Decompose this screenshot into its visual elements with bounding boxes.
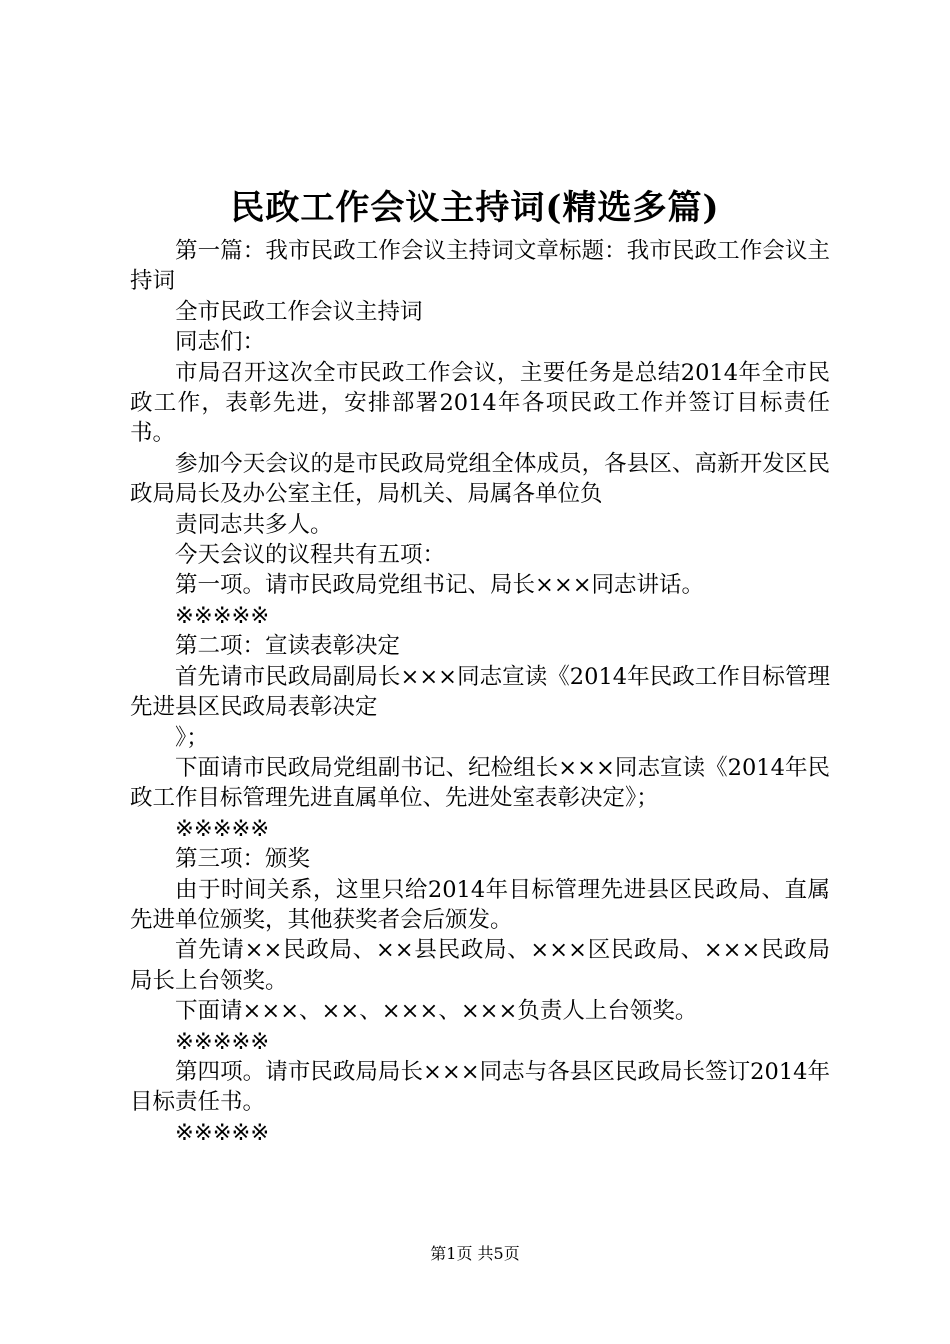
paragraph: 参加今天会议的是市民政局党组全体成员，各县区、高新开发区民政局局长及办公室主任，局机关、局属各单位负 xyxy=(130,450,830,508)
paragraph: 责同志共多人。 xyxy=(175,511,333,538)
section-separator: ※※※※※ xyxy=(175,815,270,842)
page-number-footer: 第1页 共5页 xyxy=(430,1244,520,1263)
section-heading: 第三项：颁奖 xyxy=(175,846,311,873)
paragraph: 下面请市民政局党组副书记、纪检组长×××同志宣读《2014年民政工作目标管理先进直属单位、先进处室表彰决定》； xyxy=(130,754,830,812)
document-body xyxy=(130,236,830,1148)
paragraph: 第一项。请市民政局党组书记、局长×××同志讲话。 xyxy=(175,572,705,599)
paragraph: 第一篇：我市民政工作会议主持词文章标题：我市民政工作会议主持词 xyxy=(130,238,830,295)
paragraph: 首先请市民政局副局长×××同志宣读《2014年民政工作目标管理先进县区民政局表彰决定 xyxy=(130,663,830,721)
paragraph: 同志们： xyxy=(175,329,266,356)
paragraph: 今天会议的议程共有五项： xyxy=(175,542,446,569)
paragraph: 由于时间关系，这里只给2014年目标管理先进县区民政局、直属先进单位颁奖，其他获奖者会后颁发。 xyxy=(130,876,830,933)
document-title: 民政工作会议主持词(精选多篇) xyxy=(230,188,720,228)
section-heading: 第二项：宣读表彰决定 xyxy=(175,633,401,660)
paragraph: 全市民政工作会议主持词 xyxy=(175,298,423,325)
paragraph: 第四项。请市民政局局长×××同志与各县区民政局长签订2014年目标责任书。 xyxy=(130,1058,830,1116)
paragraph: 下面请×××、××、×××、×××负责人上台领奖。 xyxy=(175,998,698,1025)
paragraph: 市局召开这次全市民政工作会议，主要任务是总结2014年全市民政工作，表彰先进，安排部署2014年各项民政工作并签订目标责任书。 xyxy=(130,359,830,447)
section-separator: ※※※※※ xyxy=(175,1119,270,1146)
section-separator: ※※※※※ xyxy=(175,602,270,629)
paragraph: 》； xyxy=(175,724,209,751)
paragraph: 首先请××民政局、××县民政局、×××区民政局、×××民政局局长上台领奖。 xyxy=(130,937,830,994)
section-separator: ※※※※※ xyxy=(175,1028,270,1055)
